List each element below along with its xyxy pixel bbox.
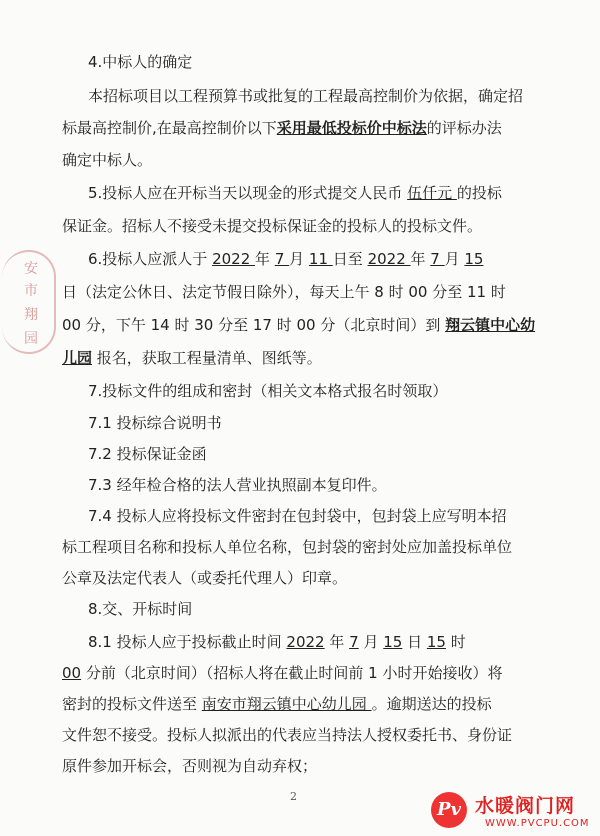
text-line [0,315,600,335]
text-segment: 的投标 [456,184,502,202]
text-segment: 年 [410,250,431,268]
text-segment: 保证金。招标人不接受未提交投标保证金的投标人的投标文件。 [62,217,483,235]
text-segment: 年 [255,250,275,268]
watermark-logo [425,790,600,836]
seal-char: 安 [24,261,38,277]
text-segment: 7.3 经年检合格的法人营业执照副本复印件。 [88,476,387,494]
text-segment: 15 [426,633,446,651]
text-line [0,282,600,302]
text-segment: 日至 [332,250,368,268]
text-segment: 5.投标人应在开标当天以现金的形式提交人民币 [88,184,408,202]
text-segment: 00 [62,664,82,682]
text-segment: 7.4 投标人应将投标文件密封在包封袋中，包封袋上应写明本招 [88,507,507,525]
red-seal-stamp [2,250,56,354]
text-segment: 2022 [286,633,325,651]
text-line [0,632,600,652]
text-segment: 6.投标人应派人于 [88,250,213,268]
text-segment: 伍仟元 [407,184,457,202]
text-segment: 7.2 投标保证金函 [88,445,207,463]
text-segment: 年 [324,633,350,651]
page-number: 2 [290,790,297,803]
text-line [0,183,600,203]
watermark-name: 水暖阀门网 [475,795,576,817]
text-segment: 月 [358,633,384,651]
text-segment: 7 [349,633,359,651]
text-segment: 11 [308,250,333,268]
text-segment: 8.1 投标人应于投标截止时间 [88,633,287,651]
text-line [0,537,600,557]
text-segment: 7.投标文件的组成和密封（相关文本格式报名时领取） [88,382,448,400]
text-segment: 4.中标人的确定 [88,53,193,71]
text-segment: 标工程项目名称和投标人单位名称，包封袋的密封处应加盖投标单位 [62,538,513,556]
text-segment: 分前（北京时间）（招标人将在截止时间前 1 小时开始接收）将 [81,664,503,682]
text-segment: 月 [289,250,309,268]
text-segment: 8.交、开标时间 [88,600,193,618]
text-segment: 儿园 [62,349,93,367]
text-line [0,86,600,106]
text-line [0,756,600,776]
text-segment: 南安市翔云镇中心幼儿园 [201,695,372,713]
text-line [0,381,600,401]
text-line [0,150,600,170]
text-segment: 确定中标人。 [62,151,153,169]
text-segment: 密封的投标文件送至 [62,695,202,713]
text-line [0,599,600,619]
text-segment: 7 [274,250,290,268]
text-line [0,568,600,588]
text-segment: 文件恕不接受。投标人拟派出的代表应当持法人授权委托书、身份证 [62,726,513,744]
text-line [0,475,600,495]
text-segment: 日 [402,633,427,651]
text-segment: 的评标办法 [426,119,502,137]
text-segment: 月 [444,250,465,268]
seal-char: 翔 [24,307,38,323]
logo-icon: Pv [431,792,467,828]
text-segment: 7.1 投标综合说明书 [88,414,222,432]
text-line [0,694,600,714]
text-line [0,52,600,72]
text-segment: 。逾期送达的投标 [371,695,492,713]
text-line [0,216,600,236]
text-line [0,249,600,269]
text-segment: 00 分，下午 14 时 30 分至 17 时 00 分（北京时间）到 [62,316,446,334]
text-line [0,663,600,683]
text-segment: 原件参加开标会，否则视为自动弃权； [62,757,318,775]
text-segment: 日（法定公休日、法定节假日除外），每天上午 8 时 00 分至 11 时 [62,283,506,301]
text-line [0,506,600,526]
text-segment: 2022 [367,250,411,268]
seal-char: 园 [24,331,38,347]
text-line [0,413,600,433]
text-segment: 15 [464,250,484,268]
text-segment: 时 [445,633,466,651]
text-segment: 7 [430,250,445,268]
watermark-url: WWW.PVCPU.COM [485,818,590,829]
text-segment: 15 [383,633,403,651]
text-segment: 翔云镇中心幼 [445,316,536,334]
text-line [0,444,600,464]
text-line [0,348,600,368]
text-segment: 本招标项目以工程预算书或批复的工程最高控制价为依据，确定招 [88,87,524,105]
text-line [0,118,600,138]
text-segment: 2022 [212,250,256,268]
text-segment: 报名，获取工程量清单、图纸等。 [92,349,322,367]
text-segment: 公章及法定代表人（或委托代理人）印章。 [62,569,348,587]
seal-char: 市 [24,283,38,299]
text-segment: 采用最低投标价中标法 [276,119,427,137]
text-line [0,725,600,745]
text-segment: 标最高控制价,在最高控制价以下 [62,119,277,137]
